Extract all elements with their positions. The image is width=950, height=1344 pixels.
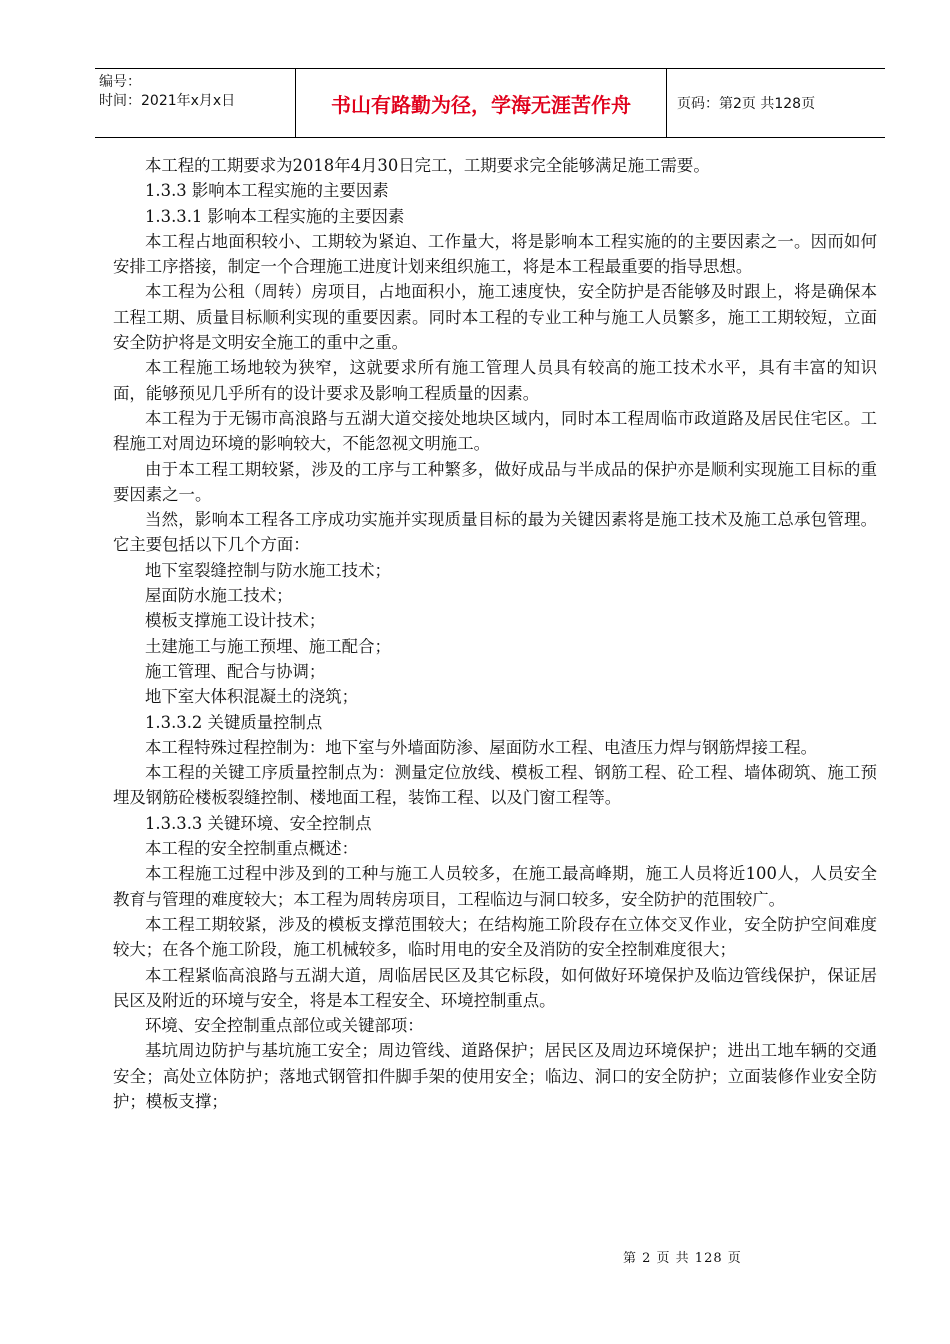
paragraph: 本工程为公租（周转）房项目，占地面积小，施工速度快，安全防护是否能够及时跟上，将是确保本工程工期、质量目标顺利实现的重要因素。同时本工程的专业工种与施工人员繁多，施工工期较短，立面安全防护将是文明安全施工的重中之重。 bbox=[113, 282, 877, 353]
section-heading: 1.3.3.3 关键环境、安全控制点 bbox=[145, 813, 372, 833]
time-label: 时间：2021年x月x日 bbox=[99, 93, 236, 109]
paragraph: 本工程工期较紧，涉及的模板支撑范围较大；在结构施工阶段存在立体交叉作业，安全防护空间难度较大；在各个施工阶段，施工机械较多，临时用电的安全及消防的安全控制难度很大； bbox=[113, 914, 877, 960]
list-item: 地下室裂缝控制与防水施工技术； bbox=[145, 560, 391, 580]
list-item: 地下室大体积混凝土的浇筑； bbox=[145, 687, 359, 707]
paragraph: 本工程的安全控制重点概述： bbox=[145, 839, 359, 859]
list-item: 施工管理、配合与协调； bbox=[145, 661, 326, 681]
paragraph: 当然，影响本工程各工序成功实施并实现质量目标的最为关键因素将是施工技术及施工总承包管理。它主要包括以下几个方面： bbox=[113, 510, 877, 555]
paragraph: 本工程占地面积较小、工期较为紧迫、工作量大，将是影响本工程实施的的主要因素之一。因而如何安排工序搭接，制定一个合理施工进度计划来组织施工，将是本工程最重要的指导思想。 bbox=[113, 231, 877, 277]
paragraph: 本工程特殊过程控制为：地下室与外墙面防渗、屋面防水工程、电渣压力焊与钢筋焊接工程。 bbox=[145, 737, 818, 757]
paragraph: 由于本工程工期较紧，涉及的工序与工种繁多，做好成品与半成品的保护亦是顺利实现施工目标的重要因素之一。 bbox=[113, 459, 877, 504]
paragraph: 本工程为于无锡市高浪路与五湖大道交接处地块区域内，同时本工程周临市政道路及居民住宅区。工程施工对周边环境的影响较大，不能忽视文明施工。 bbox=[113, 408, 877, 454]
paragraph: 基坑周边防护与基坑施工安全；周边管线、道路保护；居民区及周边环境保护；进出工地车辆的交通安全；高处立体防护；落地式钢管扣件脚手架的使用安全；临边、洞口的安全防护；立面装修作业安全防护；模板支撑； bbox=[113, 1041, 877, 1111]
header-meta bbox=[95, 69, 295, 137]
number-label: 编号： bbox=[99, 74, 141, 90]
paragraph: 本工程的工期要求为2018年4月30日完工，工期要求完全能够满足施工需要。 bbox=[145, 156, 710, 175]
list-item: 模板支撑施工设计技术； bbox=[145, 611, 326, 631]
section-heading: 1.3.3.1 影响本工程实施的主要因素 bbox=[145, 206, 405, 226]
list-item: 土建施工与施工预埋、施工配合； bbox=[145, 636, 391, 656]
paragraph: 本工程施工场地较为狭窄，这就要求所有施工管理人员具有较高的施工技术水平，具有丰富的知识面，能够预见几乎所有的设计要求及影响工程质量的因素。 bbox=[113, 358, 877, 403]
list-item: 屋面防水施工技术； bbox=[145, 586, 293, 606]
paragraph: 本工程紧临高浪路与五湖大道，周临居民区及其它标段，如何做好环境保护及临边管线保护，保证居民区及附近的环境与安全，将是本工程安全、环境控制重点。 bbox=[113, 965, 877, 1010]
page-header bbox=[95, 68, 885, 138]
header-motto: 书山有路勤为径，学海无涯苦作舟 bbox=[295, 69, 667, 137]
paragraph: 本工程的关键工序质量控制点为：测量定位放线、模板工程、钢筋工程、砼工程、墙体砌筑、施工预埋及钢筋砼楼板裂缝控制、楼地面工程，装饰工程、以及门窗工程等。 bbox=[113, 763, 877, 808]
paragraph: 环境、安全控制重点部位或关键部项： bbox=[145, 1016, 424, 1036]
section-heading: 1.3.3 影响本工程实施的主要因素 bbox=[145, 181, 389, 201]
section-heading: 1.3.3.2 关键质量控制点 bbox=[145, 712, 323, 732]
paragraph: 本工程施工过程中涉及到的工种与施工人员较多，在施工最高峰期，施工人员将近100人，人员安全教育与管理的难度较大；本工程为周转房项目，工程临边与洞口较多，安全防护的范围较广。 bbox=[113, 864, 877, 909]
page-footer: 第 2 页 共 128 页 bbox=[623, 1251, 742, 1266]
document-body bbox=[113, 153, 877, 1114]
header-page-info: 页码：第2页 共128页 bbox=[677, 96, 816, 112]
